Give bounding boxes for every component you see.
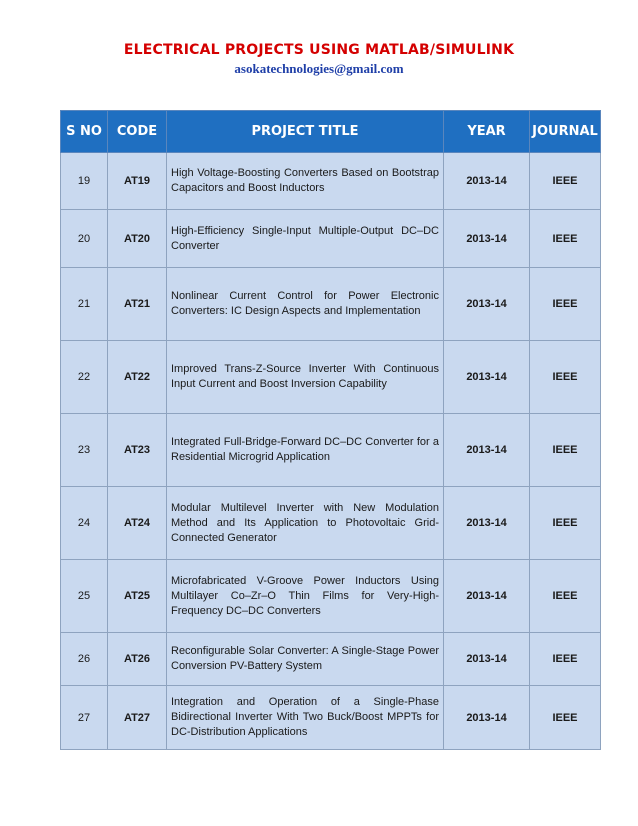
cell-year: 2013-14 (444, 560, 530, 633)
cell-journal: IEEE (530, 268, 601, 341)
cell-sno: 23 (61, 414, 108, 487)
table-row (61, 686, 601, 750)
table-row (61, 414, 601, 487)
document-title: ELECTRICAL PROJECTS USING MATLAB/SIMULINK (123, 42, 515, 58)
column-header-title: PROJECT TITLE (167, 111, 444, 153)
cell-year: 2013-14 (444, 268, 530, 341)
cell-journal: IEEE (530, 560, 601, 633)
cell-journal: IEEE (530, 341, 601, 414)
cell-year: 2013-14 (444, 341, 530, 414)
cell-year: 2013-14 (444, 153, 530, 210)
cell-code: AT19 (108, 153, 167, 210)
cell-year: 2013-14 (444, 210, 530, 268)
contact-email: asokatechnologies@gmail.com (234, 61, 404, 76)
cell-project-title: Integration and Operation of a Single-Phase Bidirectional Inverter With Two Buck/Boost MPPTs for DC-Distribution Applications (167, 686, 444, 750)
table-header-row (61, 111, 601, 153)
cell-sno: 19 (61, 153, 108, 210)
cell-journal: IEEE (530, 153, 601, 210)
projects-table (60, 110, 601, 750)
cell-journal: IEEE (530, 633, 601, 686)
cell-project-title: High-Efficiency Single-Input Multiple-Output DC–DC Converter (167, 210, 444, 268)
cell-journal: IEEE (530, 487, 601, 560)
cell-code: AT22 (108, 341, 167, 414)
table-row (61, 341, 601, 414)
table-row (61, 487, 601, 560)
cell-project-title: Improved Trans-Z-Source Inverter With Continuous Input Current and Boost Inversion Capability (167, 341, 444, 414)
cell-code: AT21 (108, 268, 167, 341)
cell-sno: 27 (61, 686, 108, 750)
cell-journal: IEEE (530, 686, 601, 750)
cell-project-title: Integrated Full-Bridge-Forward DC–DC Converter for a Residential Microgrid Application (167, 414, 444, 487)
table-row (61, 560, 601, 633)
cell-sno: 22 (61, 341, 108, 414)
cell-journal: IEEE (530, 414, 601, 487)
table-row (61, 633, 601, 686)
cell-project-title: Reconfigurable Solar Converter: A Single-Stage Power Conversion PV-Battery System (167, 633, 444, 686)
cell-project-title: Microfabricated V-Groove Power Inductors Using Multilayer Co–Zr–O Thin Films for Very-High-Frequency DC–DC Converters (167, 560, 444, 633)
cell-code: AT23 (108, 414, 167, 487)
cell-code: AT20 (108, 210, 167, 268)
table-row (61, 153, 601, 210)
cell-code: AT24 (108, 487, 167, 560)
cell-sno: 25 (61, 560, 108, 633)
cell-sno: 24 (61, 487, 108, 560)
cell-code: AT25 (108, 560, 167, 633)
column-header-year: YEAR (444, 111, 530, 153)
cell-project-title: High Voltage-Boosting Converters Based on Bootstrap Capacitors and Boost Inductors (167, 153, 444, 210)
cell-project-title: Modular Multilevel Inverter with New Modulation Method and Its Application to Photovoltaic Grid-Connected Generator (167, 487, 444, 560)
cell-sno: 21 (61, 268, 108, 341)
cell-code: AT26 (108, 633, 167, 686)
cell-sno: 26 (61, 633, 108, 686)
cell-project-title: Nonlinear Current Control for Power Electronic Converters: IC Design Aspects and Implementation (167, 268, 444, 341)
cell-year: 2013-14 (444, 633, 530, 686)
cell-journal: IEEE (530, 210, 601, 268)
column-header-code: CODE (108, 111, 167, 153)
column-header-journal: JOURNAL (530, 111, 601, 153)
cell-sno: 20 (61, 210, 108, 268)
cell-year: 2013-14 (444, 686, 530, 750)
table-row (61, 210, 601, 268)
cell-code: AT27 (108, 686, 167, 750)
column-header-sno: S NO (61, 111, 108, 153)
table-row (61, 268, 601, 341)
cell-year: 2013-14 (444, 414, 530, 487)
cell-year: 2013-14 (444, 487, 530, 560)
